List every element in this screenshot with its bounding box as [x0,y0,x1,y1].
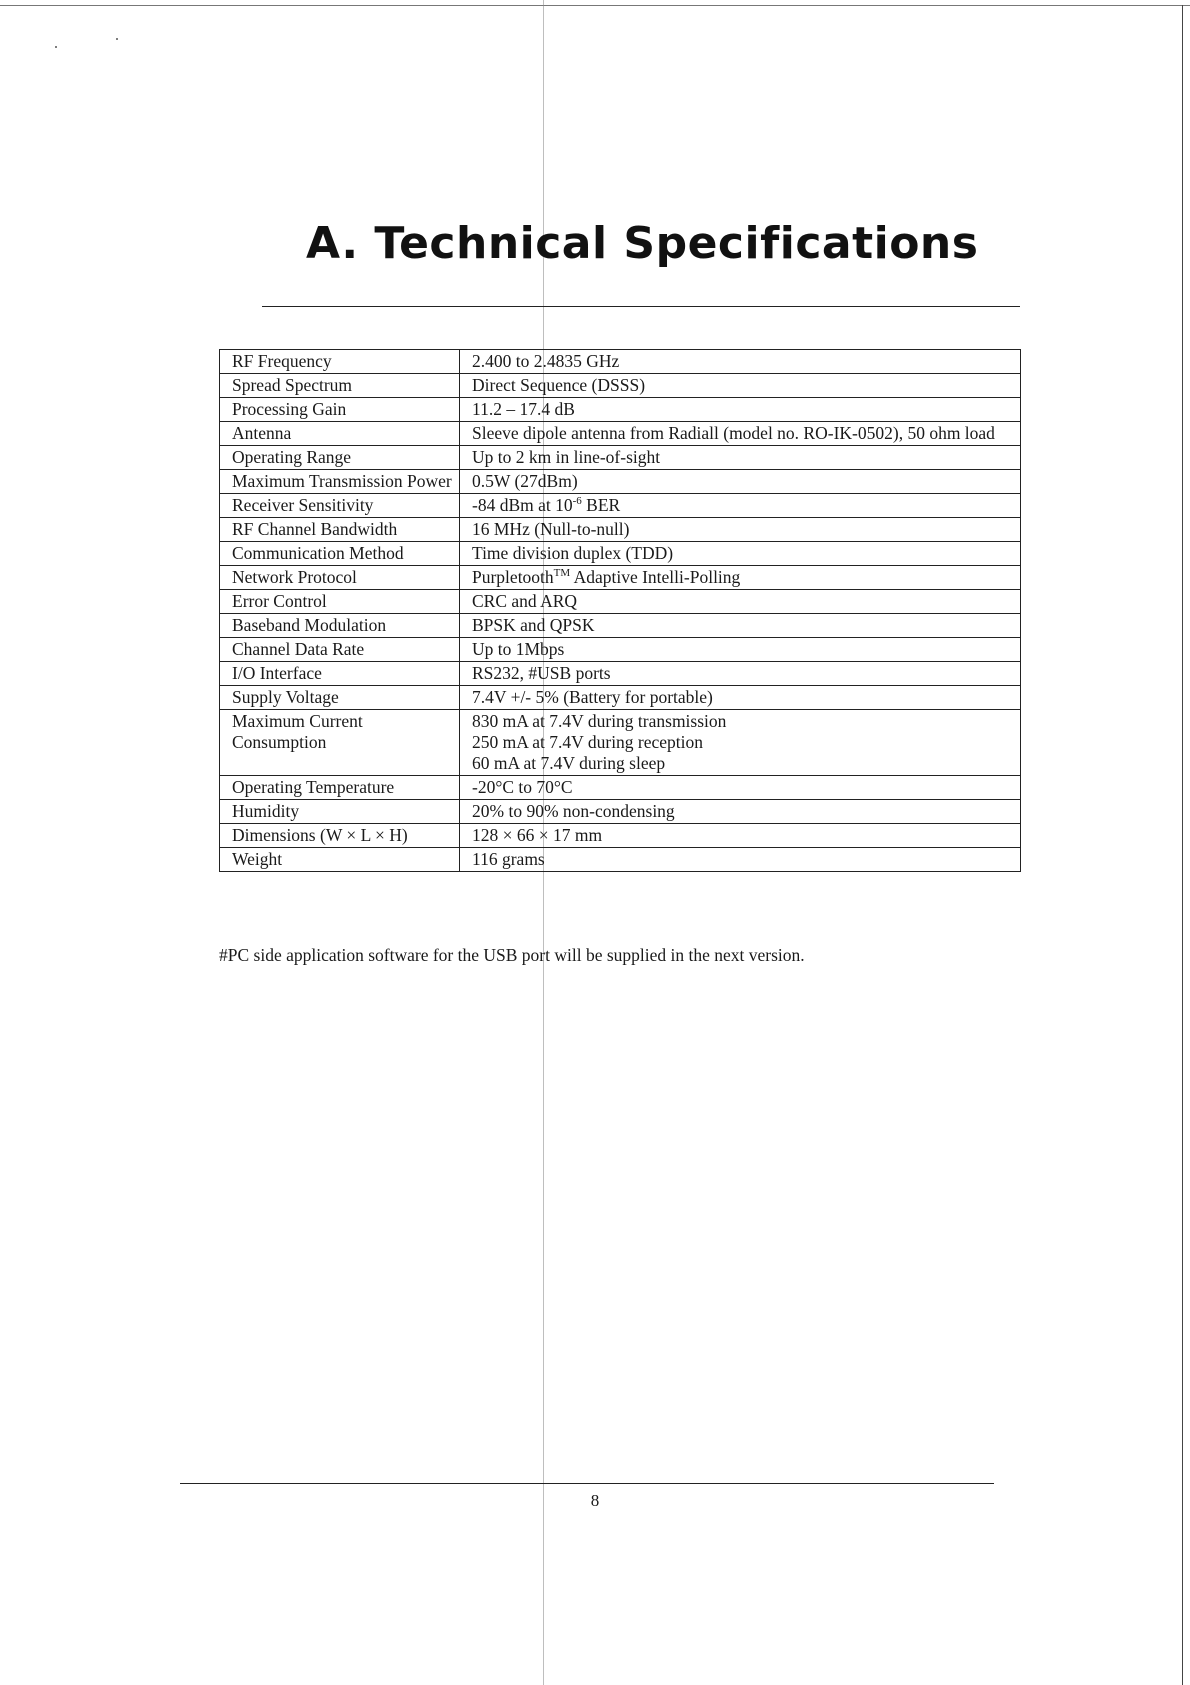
spec-value: 11.2 – 17.4 dB [460,398,1021,422]
table-row [220,422,1021,446]
spec-label: Operating Temperature [220,776,460,800]
spec-value-superscript: TM [553,567,571,580]
table-row [220,494,1021,518]
spec-value: 20% to 90% non-condensing [460,800,1021,824]
table-row [220,374,1021,398]
spec-label: Dimensions (W × L × H) [220,824,460,848]
spec-table [219,349,1021,872]
spec-label: Spread Spectrum [220,374,460,398]
table-row [220,518,1021,542]
spec-label: RF Frequency [220,350,460,374]
scan-speck [116,38,118,40]
spec-label: RF Channel Bandwidth [220,518,460,542]
title-divider [262,306,1020,307]
spec-label: Baseband Modulation [220,614,460,638]
spec-value-suffix: Adaptive Intelli-Polling [570,567,741,587]
spec-label: Antenna [220,422,460,446]
page-number: 8 [590,1491,600,1510]
spec-table-body [220,350,1021,872]
table-row [220,542,1021,566]
spec-value: Direct Sequence (DSSS) [460,374,1021,398]
table-row [220,446,1021,470]
scan-right-edge [1182,5,1183,1685]
spec-value: 2.400 to 2.4835 GHz [460,350,1021,374]
spec-label: Processing Gain [220,398,460,422]
spec-value: BPSK and QPSK [460,614,1021,638]
table-row [220,566,1021,590]
spec-label: Weight [220,848,460,872]
spec-value: 0.5W (27dBm) [460,470,1021,494]
spec-value: Sleeve dipole antenna from Radiall (model no. RO-IK-0502), 50 ohm load [460,422,1021,446]
spec-value: Time division duplex (TDD) [460,542,1021,566]
spec-value: 7.4V +/- 5% (Battery for portable) [460,686,1021,710]
spec-label: Communication Method [220,542,460,566]
table-row [220,800,1021,824]
spec-label: Channel Data Rate [220,638,460,662]
table-row [220,638,1021,662]
spec-value: Up to 2 km in line-of-sight [460,446,1021,470]
spec-value [460,494,1021,518]
scan-top-edge [0,5,1190,6]
footer-divider [180,1483,994,1484]
table-row [220,350,1021,374]
spec-label: Error Control [220,590,460,614]
spec-label: Maximum Transmission Power [220,470,460,494]
spec-value: RS232, #USB ports [460,662,1021,686]
footnote: #PC side application software for the USB port will be supplied in the next version. [219,945,805,965]
table-row [220,776,1021,800]
spec-label: Supply Voltage [220,686,460,710]
table-row [220,614,1021,638]
table-row [220,686,1021,710]
spec-value-text: -84 dBm at 10 [472,495,573,515]
spec-value-superscript: -6 [572,495,582,508]
spec-value: 116 grams [460,848,1021,872]
spec-value: Up to 1Mbps [460,638,1021,662]
spec-label: Network Protocol [220,566,460,590]
page-title: A. Technical Specifications [306,218,979,269]
table-row [220,662,1021,686]
table-row [220,848,1021,872]
spec-label: Maximum Current Consumption [220,710,460,776]
spec-label: Receiver Sensitivity [220,494,460,518]
spec-value-text: Purpletooth [472,567,554,587]
spec-label: Humidity [220,800,460,824]
spec-value [460,566,1021,590]
table-row [220,710,1021,776]
spec-value-suffix: BER [581,495,621,515]
spec-value: -20°C to 70°C [460,776,1021,800]
table-row [220,470,1021,494]
table-row [220,590,1021,614]
spec-value: 128 × 66 × 17 mm [460,824,1021,848]
scan-speck [55,46,57,48]
table-row [220,398,1021,422]
spec-value: CRC and ARQ [460,590,1021,614]
spec-label: Operating Range [220,446,460,470]
spec-value: 16 MHz (Null-to-null) [460,518,1021,542]
table-row [220,824,1021,848]
spec-label: I/O Interface [220,662,460,686]
spec-value: 830 mA at 7.4V during transmission 250 mA at 7.4V during reception 60 mA at 7.4V during sleep [460,710,1021,776]
